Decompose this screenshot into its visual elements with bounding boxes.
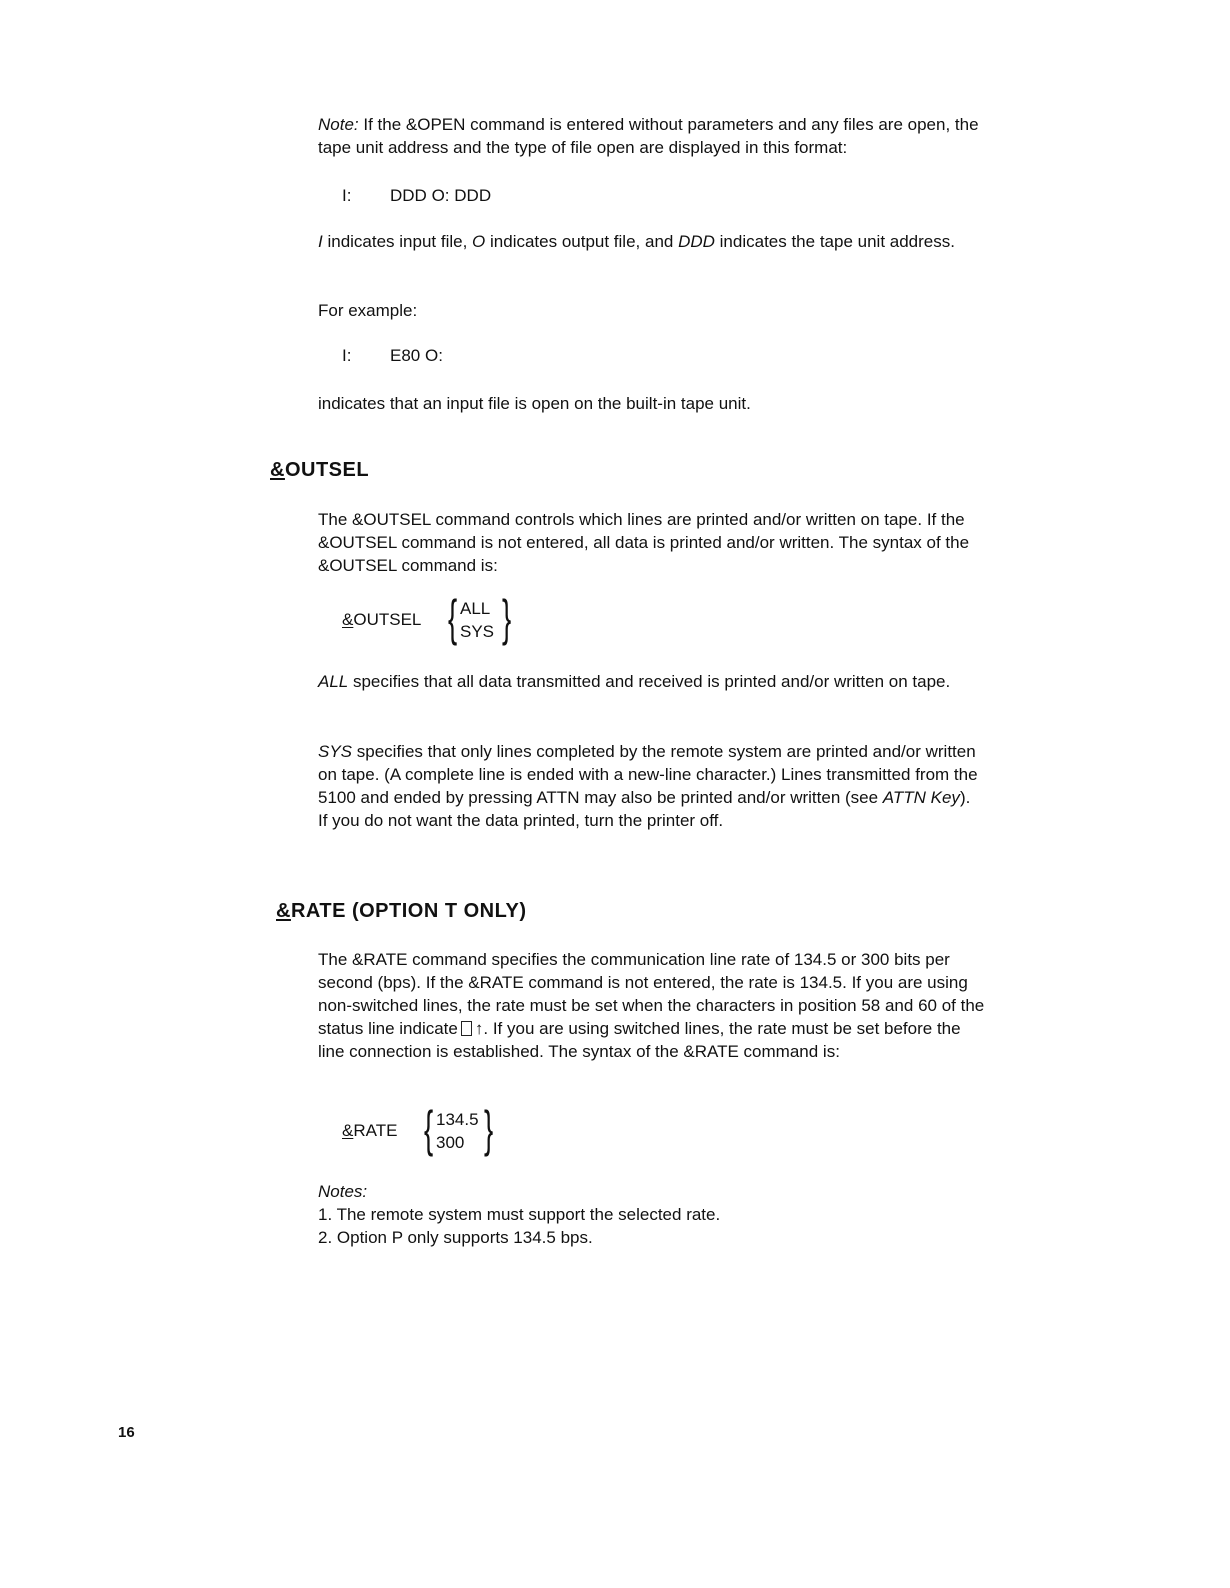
example-i-label: I: — [342, 346, 352, 365]
outsel-heading-text: OUTSEL — [284, 459, 370, 481]
outsel-option-sys: SYS — [460, 622, 495, 641]
outsel-left-brace: { — [448, 590, 458, 646]
rate-syntax-name: RATE — [353, 1121, 398, 1140]
outsel-syntax-options — [460, 597, 494, 643]
rate-option-1345: 134.5 — [436, 1110, 479, 1129]
example-description: indicates that an input file is open on the built-in tape unit. — [318, 394, 751, 413]
box-glyph-icon — [461, 1021, 472, 1036]
note-1: 1. The remote system must support the selected rate. — [318, 1205, 721, 1224]
example-o-label: O: — [424, 346, 443, 365]
rate-syntax-options — [436, 1108, 479, 1154]
legend-ddd: DDD — [678, 232, 715, 251]
legend-t2: indicates output file, and — [485, 232, 679, 251]
outsel-heading-amp: & — [270, 459, 285, 481]
sys-reference: ATTN Key — [882, 788, 960, 807]
legend-t1: indicates input file, — [322, 232, 473, 251]
sys-description-1: specifies that only lines completed by the remote system are printed and/or written on tape. (A complete line is ended with a new-line character.) Lines transmitted from the 5100 and ended by pressing ATTN may also be printed and/or written (see — [318, 742, 978, 807]
outsel-syntax-command — [342, 610, 421, 630]
outsel-syntax-amp: & — [342, 610, 354, 629]
outsel-right-brace: } — [502, 590, 512, 646]
all-paragraph — [318, 670, 978, 693]
sys-paragraph — [318, 740, 978, 832]
rate-heading-amp: & — [276, 900, 291, 922]
outsel-syntax-name: OUTSEL — [353, 610, 422, 629]
sys-term: SYS — [318, 742, 353, 761]
format-i-value: DDD — [390, 186, 427, 205]
format-o-value: DDD — [454, 186, 492, 205]
rate-text-1: The &RATE command specifies the communication line rate of 134.5 or 300 bits per second (bps). If the &RATE command is not entered, the rate is 134.5. If you are using non-switched lines, the rate must be set when the characters in position 58 and 60 of the status line indicate — [318, 950, 985, 1038]
format-o-label: O: — [431, 186, 450, 205]
rate-text-2: . If you are using switched lines, the rate must be set before the line connection is established. The syntax of the &RATE command is: — [318, 1019, 961, 1061]
outsel-option-all: ALL — [460, 599, 491, 618]
all-term: ALL — [318, 672, 349, 691]
up-arrow-icon: ↑ — [474, 1019, 484, 1038]
outsel-heading — [270, 459, 369, 482]
note-label: Note: — [318, 115, 359, 134]
rate-option-300: 300 — [436, 1133, 465, 1152]
rate-right-brace: } — [484, 1101, 494, 1157]
notes-label-text: Notes: — [318, 1182, 368, 1201]
example-i-value: E80 — [390, 346, 421, 365]
rate-syntax-amp: & — [342, 1121, 354, 1140]
outsel-paragraph: The &OUTSEL command controls which lines are printed and/or written on tape. If the &OUTSEL command is not entered, all data is printed and/or written. The syntax of the &OUTSEL command is: — [318, 510, 970, 575]
sys-description-2: ). If you do not want the data printed, turn the printer off. — [318, 788, 971, 830]
legend-paragraph — [318, 230, 958, 253]
format-line — [342, 184, 491, 207]
legend-t3: indicates the tape unit address. — [714, 232, 955, 251]
note-2: 2. Option P only supports 134.5 bps. — [318, 1228, 593, 1247]
legend-i: I — [318, 232, 323, 251]
note-open-paragraph — [318, 113, 998, 159]
example-line — [342, 344, 443, 367]
notes-label — [318, 1180, 998, 1203]
rate-left-brace: { — [424, 1101, 434, 1157]
rate-syntax-command — [342, 1121, 397, 1141]
legend-o: O — [472, 232, 486, 251]
format-i-label: I: — [342, 186, 352, 205]
for-example-text: For example: — [318, 301, 418, 320]
page-number: 16 — [118, 1424, 135, 1441]
note-open-text: If the &OPEN command is entered without parameters and any files are open, the tape unit address and the type of file open are displayed in this format: — [318, 115, 979, 157]
rate-heading — [276, 900, 527, 923]
rate-heading-text: RATE (OPTION T ONLY) — [290, 900, 527, 922]
all-description: specifies that all data transmitted and received is printed and/or written on tape. — [348, 672, 951, 691]
rate-paragraph — [318, 948, 990, 1063]
